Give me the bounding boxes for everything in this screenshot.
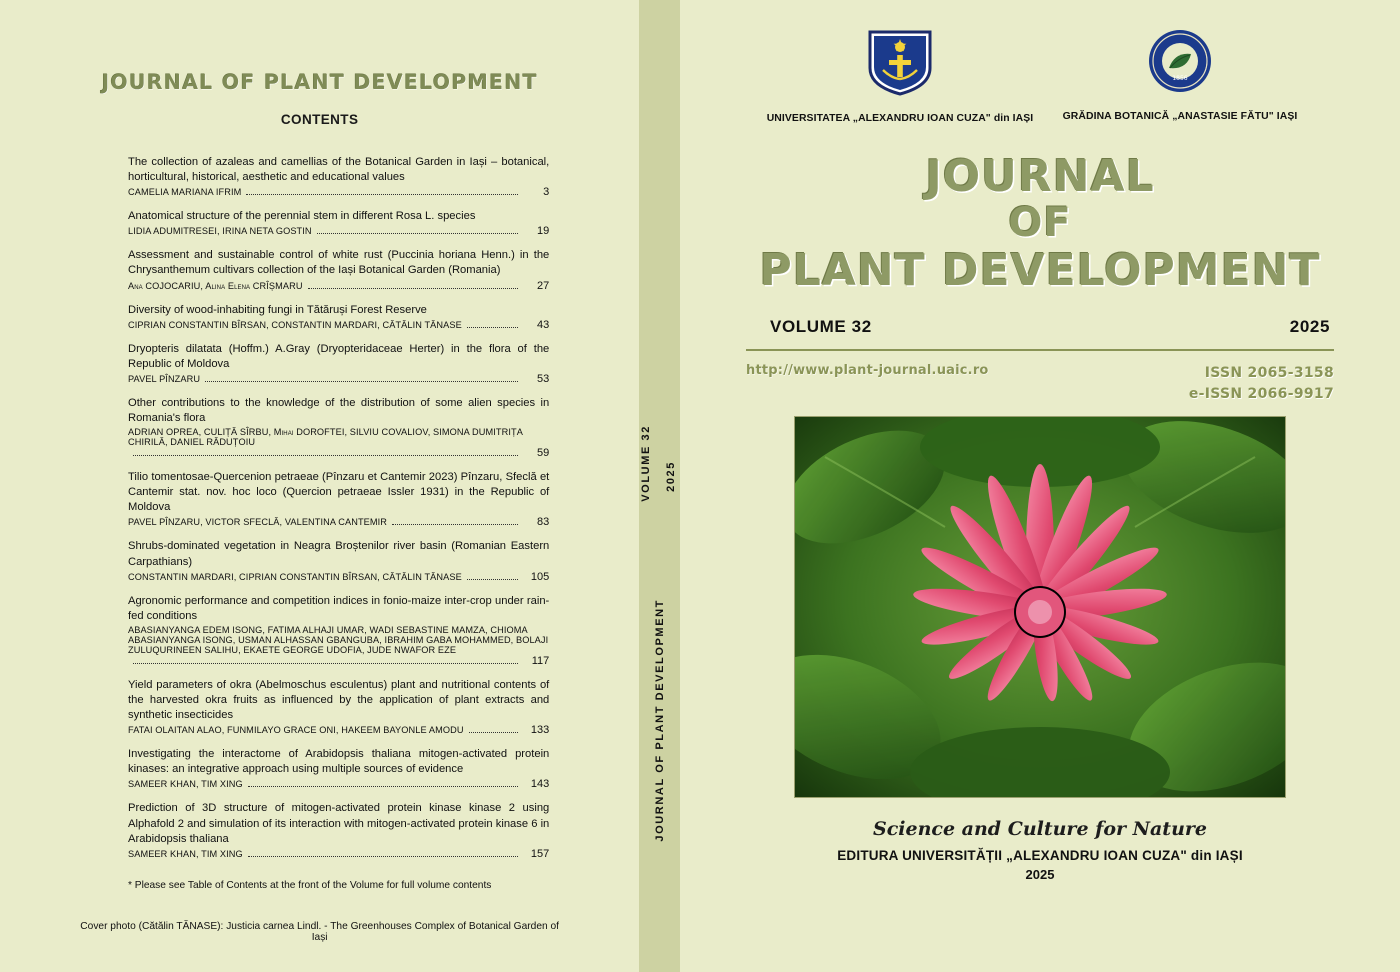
- leader-dots: [246, 194, 518, 195]
- leader-dots: [205, 381, 518, 382]
- divider-rule: [746, 349, 1334, 351]
- toc-entry-page: 133: [530, 724, 550, 737]
- toc-entry-authors: FATAI OLAITAN ALAO, FUNMILAYO GRACE ONI, HAKEEM BAYONLE AMODU: [128, 725, 464, 736]
- toc-entry-page: 43: [537, 318, 550, 331]
- toc-entry-title: Prediction of 3D structure of mitogen-activated protein kinase kinase 2 using Alphafold 2 and simulation of its interaction with mitogen-activated protein kinase 6 in Arabidopsis thaliana: [128, 802, 550, 845]
- leader-dots: [308, 288, 519, 289]
- back-cover: [0, 0, 639, 972]
- leader-dots: [469, 732, 519, 733]
- toc-footnote: * Please see Table of Contents at the front of the Volume for full volume contents: [128, 879, 492, 891]
- toc-entry-title: Yield parameters of okra (Abelmoschus esculentus) plant and nutritional contents of the harvested okra fruits as influenced by the application of plant extracts and synthetic insecticides: [128, 678, 550, 722]
- table-of-contents: [80, 155, 559, 891]
- toc-entry: [128, 801, 549, 859]
- toc-entry-authorline: [128, 186, 549, 198]
- back-journal-title: JOURNAL OF PLANT DEVELOPMENT: [101, 70, 538, 94]
- toc-entry: [128, 209, 549, 237]
- toc-entry: [128, 396, 549, 459]
- toc-entry: [128, 248, 549, 291]
- toc-entry-authorline: [128, 319, 549, 331]
- svg-text:1856: 1856: [1172, 75, 1188, 82]
- leader-dots: [248, 786, 519, 787]
- toc-entry-authorline: [128, 280, 549, 292]
- toc-entry-authors: LIDIA ADUMITRESEI, IRINA NETA GOSTIN: [128, 226, 312, 237]
- toc-entry-page: 19: [537, 225, 550, 238]
- spine-volume: VOLUME 32: [640, 425, 653, 502]
- cover-year: 2025: [1289, 317, 1330, 337]
- toc-entry: [128, 539, 549, 582]
- toc-entry-authorline: [128, 516, 549, 528]
- university-logo-block: [760, 28, 1040, 124]
- cover-title-line-2: OF: [1008, 200, 1072, 247]
- toc-entry: [128, 594, 549, 667]
- toc-entry-page: 83: [537, 516, 550, 529]
- toc-entry-authors: PAVEL PÎNZARU, VICTOR SFECLĂ, VALENTINA CANTEMIR: [128, 517, 388, 528]
- toc-entry-authors: Ana COJOCARIU, Alina Elena CRÎȘMARU: [128, 280, 303, 291]
- toc-entry-title: Investigating the interactome of Arabidopsis thaliana mitogen-activated protein kinases: an integrative approach using multiple sources of evidence: [128, 748, 550, 776]
- toc-entry: [128, 678, 549, 736]
- cover-tagline: Science and Culture for Nature: [872, 817, 1207, 840]
- botanical-garden-seal-icon: [1147, 28, 1213, 94]
- publisher-name: EDITURA UNIVERSITĂȚII „ALEXANDRU IOAN CUZA" din IAȘI: [837, 847, 1243, 863]
- toc-entry-authorline: [128, 373, 549, 385]
- toc-entry-authors: CONSTANTIN MARDARI, CIPRIAN CONSTANTIN BÎRSAN, CĂTĂLIN TĂNASE: [128, 571, 462, 582]
- toc-entry-authors: SAMEER KHAN, TIM XING: [128, 848, 243, 859]
- botanical-garden-logo-caption: GRĂDINA BOTANICĂ „ANASTASIE FĂTU" IAȘI: [1062, 111, 1298, 122]
- identifiers-row: [746, 363, 1334, 404]
- toc-entry-page: 157: [530, 847, 550, 860]
- cover-title-line-3: PLANT DEVELOPMENT: [759, 245, 1321, 297]
- front-cover: [680, 0, 1400, 972]
- toc-entry-title: The collection of azaleas and camellias of the Botanical Garden in Iași – botanical, horticultural, historical, aesthetic and educational values: [128, 156, 550, 184]
- university-crest-icon: [865, 28, 935, 96]
- toc-entry-page: 27: [537, 279, 550, 292]
- toc-entry-authors: ADRIAN OPREA, CULIȚĂ SÎRBU, Mihai DOROFTEI, SILVIU COVALIOV, SIMONA DUMITRIȚA CHIRILĂ, DANIEL RĂDUȚOIU: [128, 427, 523, 448]
- issn-print: ISSN 2065-3158: [1204, 365, 1334, 382]
- toc-entry-page: 59: [537, 447, 550, 460]
- toc-entry-authorline: [128, 848, 549, 860]
- leader-dots: [133, 663, 518, 664]
- leader-dots: [248, 856, 519, 857]
- botanical-garden-logo-block: [1040, 28, 1320, 122]
- toc-entry: [128, 747, 549, 790]
- toc-entry-title: Agronomic performance and competition indices in fonio-maize inter-crop under rain-fed conditions: [128, 594, 550, 622]
- toc-entry-page: 105: [530, 570, 550, 583]
- leader-dots: [467, 327, 518, 328]
- justicia-carnea-photo: [795, 417, 1285, 797]
- toc-entry-authors: CAMELIA MARIANA IFRIM: [128, 187, 242, 198]
- toc-entry: [128, 342, 549, 385]
- toc-entry-page: 143: [530, 778, 550, 791]
- toc-entry-authorline: [128, 427, 549, 459]
- toc-entry-authorline: [128, 625, 549, 667]
- toc-entry: [128, 303, 549, 331]
- toc-entry-title: Dryopteris dilatata (Hoffm.) A.Gray (Dryopteridaceae Herter) in the flora of the Republic of Moldova: [128, 342, 550, 370]
- toc-entry-page: 117: [531, 654, 550, 667]
- toc-entry: [128, 470, 549, 528]
- publisher-year: 2025: [1025, 866, 1055, 882]
- issn-electronic: e-ISSN 2066-9917: [1188, 385, 1334, 402]
- leader-dots: [392, 524, 518, 525]
- spine-year: 2025: [665, 461, 678, 492]
- toc-entry: [128, 155, 549, 198]
- toc-entry-title: Anatomical structure of the perennial stem in different Rosa L. species: [128, 210, 476, 223]
- leader-dots: [317, 233, 519, 234]
- cover-volume: VOLUME 32: [770, 317, 872, 337]
- toc-entry-authorline: [128, 724, 549, 736]
- toc-entry-authorline: [128, 571, 549, 583]
- toc-entry-authors: CIPRIAN CONSTANTIN BÎRSAN, CONSTANTIN MARDARI, CĂTĂLIN TĂNASE: [128, 319, 462, 330]
- cover-title-line-1: JOURNAL: [925, 151, 1155, 202]
- leader-dots: [467, 579, 518, 580]
- toc-entry-title: Other contributions to the knowledge of the distribution of some alien species in Romania's flora: [128, 396, 550, 424]
- volume-row: [770, 317, 1330, 337]
- book-spine: [639, 0, 680, 972]
- toc-entry-authors: PAVEL PÎNZARU: [128, 373, 201, 384]
- toc-entry-title: Shrubs-dominated vegetation in Neagra Broștenilor river basin (Romanian Eastern Carpathians): [128, 540, 550, 568]
- contents-heading: CONTENTS: [280, 112, 359, 127]
- logo-row: [720, 28, 1360, 124]
- toc-entry-authorline: [128, 778, 549, 790]
- leader-dots: [133, 455, 518, 456]
- toc-entry-authors: ABASIANYANGA EDEM ISONG, FATIMA ALHAJI UMAR, WADI SEBASTINE MAMZA, CHIOMA ABASIANYANGA ISONG, USMAN ALHASSAN GBANGUBA, IBRAHIM GABA MOHAMMED, BOLAJI ZULUQURINEEN SALIHU, EKAETE GEORGE UDOFIA, JUDE NWAFOR EZE: [128, 624, 549, 655]
- cover-title: [720, 152, 1360, 295]
- toc-entry-authors: SAMEER KHAN, TIM XING: [128, 779, 243, 790]
- cover-photograph: [794, 416, 1286, 798]
- toc-entry-title: Assessment and sustainable control of white rust (Puccinia horiana Henn.) in the Chrysanthemum cultivars collection of the Iași Botanical Garden (Romania): [128, 249, 550, 277]
- spine-title: JOURNAL OF PLANT DEVELOPMENT: [654, 599, 667, 842]
- cover-photo-credit: Cover photo (Cătălin TĂNASE): Justicia carnea Lindl. - The Greenhouses Complex of Botanical Garden of Iași: [80, 920, 559, 943]
- toc-entry-title: Tilio tomentosae-Quercenion petraeae (Pînzaru et Cantemir 2023) Pînzaru, Sfeclă et Cantemir stat. nov. hoc loco (Quercion petraeae Issler 1931) in the Republic of Moldova: [128, 471, 550, 514]
- toc-entry-authorline: [128, 225, 549, 237]
- university-logo-caption: UNIVERSITATEA „ALEXANDRU IOAN CUZA" din IAȘI: [766, 113, 1034, 124]
- toc-entry-page: 53: [537, 372, 550, 385]
- toc-entry-page: 3: [543, 186, 550, 199]
- journal-url[interactable]: http://www.plant-journal.uaic.ro: [746, 363, 989, 379]
- issn-block: [1189, 363, 1334, 404]
- toc-entry-title: Diversity of wood-inhabiting fungi in Tătăruși Forest Reserve: [128, 303, 427, 316]
